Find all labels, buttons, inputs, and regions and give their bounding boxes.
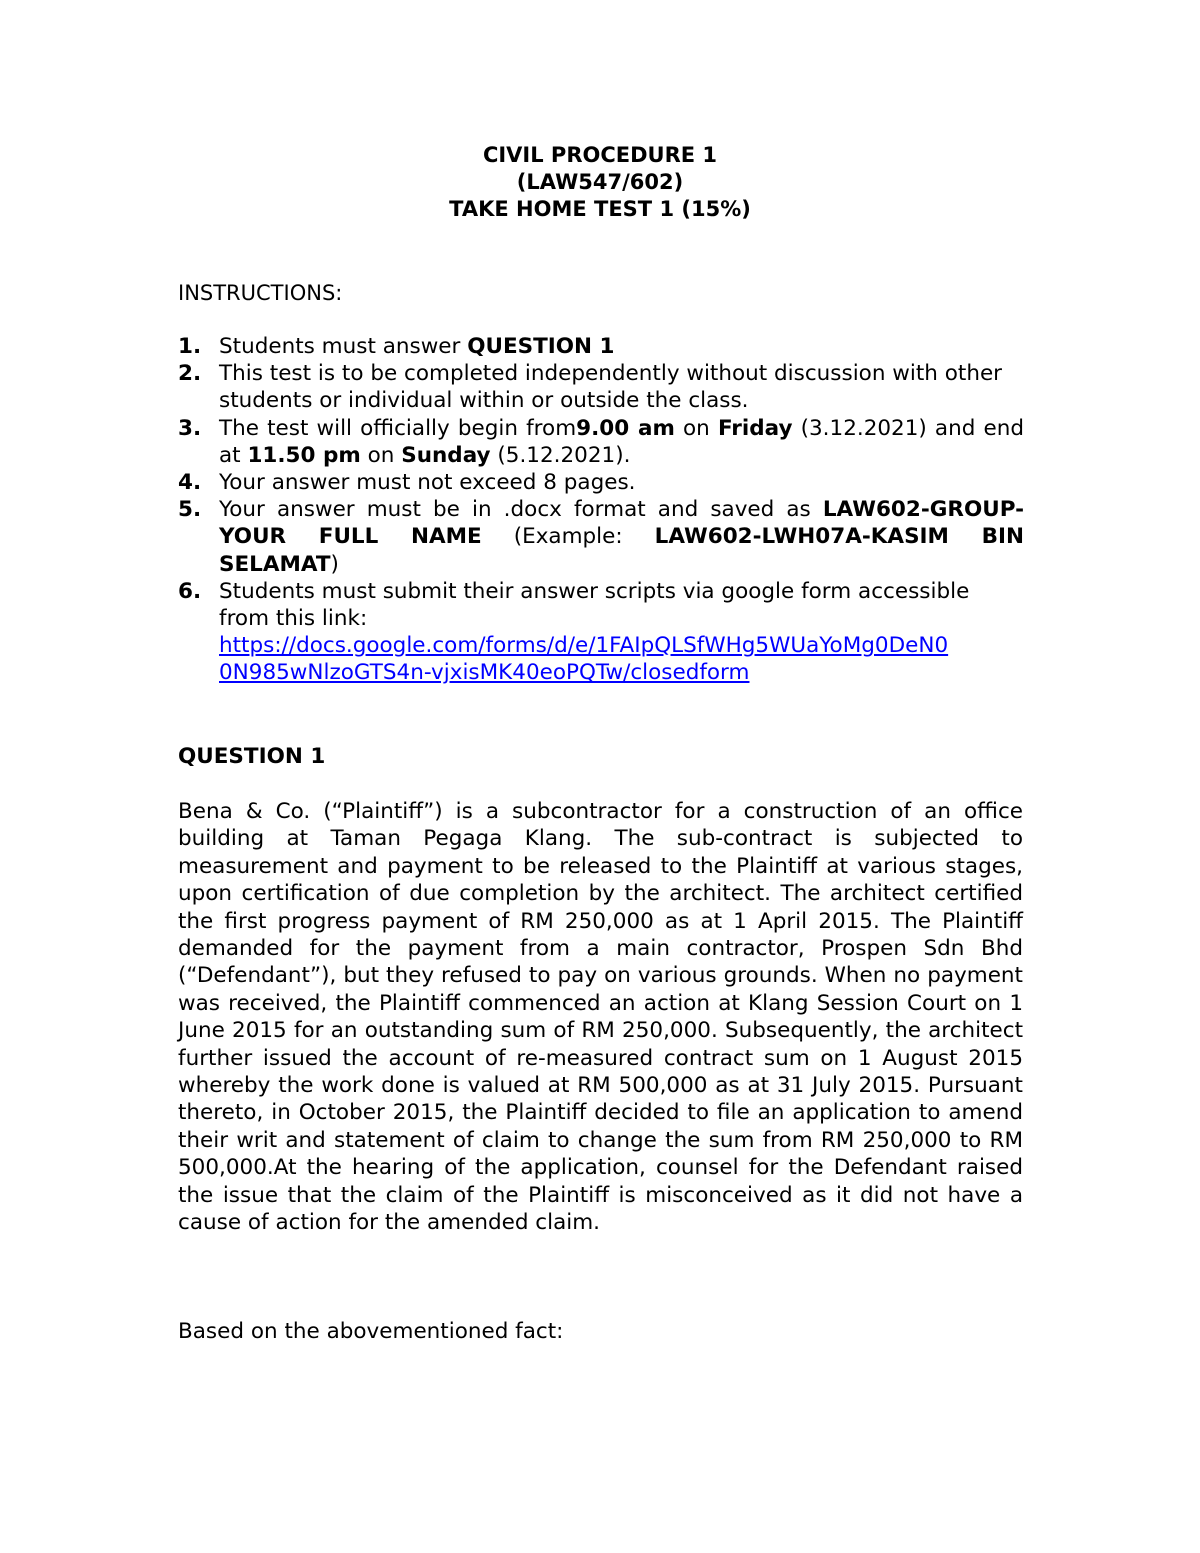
instructions-label: INSTRUCTIONS: — [178, 281, 343, 305]
document-header — [0, 142, 1200, 223]
instruction-item-4: 4. Your answer must not exceed 8 pages. — [178, 470, 636, 496]
test-title: TAKE HOME TEST 1 (15%) — [449, 197, 751, 221]
item-number: 3. — [178, 415, 202, 441]
item-number: 4. — [178, 470, 202, 496]
instruction-item-1: 1. Students must answer QUESTION 1 — [178, 334, 615, 359]
google-form-link[interactable]: https://docs.google.com/forms/d/e/1FAIpQLSfWHg5WUaYoMg0DeN0 0N985wNlzoGTS4n-vjxisMK40eoPQTw/closedform — [219, 633, 949, 686]
instruction-item-5: 5. Your answer must be in .docx format and saved as LAW602-GROUP-YOUR FULL NAME (Example: LAW602-LWH07A-KASIM BIN SELAMAT) — [178, 497, 1024, 577]
item-number: 1. — [178, 334, 202, 359]
instruction-item-2: 2. This test is to be completed independently without discussion with other students or individual within or outside the class. — [178, 361, 1003, 414]
question-body: Bena & Co. (“Plaintiff”) is a subcontractor for a construction of an office building at Taman Pegaga Klang. The sub-contract is subjected to measurement and payment to be released to the Plaintiff at various stages, upon certification of due completion by the architect. The architect certified the first progress payment of RM 250,000 as at 1 April 2015. The Plaintiff demanded for the payment from a main contractor, Prospen Sdn Bhd (“Defendant”), but they refused to pay on various grounds. When no payment was received, the Plaintiff commenced an action at Klang Session Court on 1 June 2015 for an outstanding sum of RM 250,000. Subsequently, the architect further issued the account of re-measured contract sum on 1 August 2015 whereby the work done is valued at RM 500,000 as at 31 July 2015. Pursuant thereto, in October 2015, the Plaintiff decided to file an application to amend their writ and statement of claim to change the sum from RM 250,000 to RM 500,000.At the hearing of the application, counsel for the Defendant raised the issue that the claim of the Plaintiff is misconceived as it did not have a cause of action for the amended claim. — [178, 799, 1023, 1236]
item-number: 2. — [178, 361, 202, 387]
question-title: QUESTION 1 — [178, 744, 326, 769]
course-code: (LAW547/602) — [516, 170, 684, 194]
course-title: CIVIL PROCEDURE 1 — [482, 143, 718, 167]
instruction-item-3: 3. The test will officially begin from9.00 am on Friday (3.12.2021) and end at 11.50 pm on Sunday (5.12.2021). — [178, 415, 1025, 468]
question-footer: Based on the abovementioned fact: — [178, 1319, 564, 1344]
item-number: 6. — [178, 578, 202, 604]
instructions-list — [178, 333, 1024, 687]
instruction-item-6: 6. Students must submit their answer scripts via google form accessible from this link: https://docs.google.com/forms/d/e/1FAIpQLSfWHg5WUaYoMg0DeN0 0N985wNlzoGTS4n-vjxisMK40eoPQTw/closedform — [178, 578, 970, 686]
item-number: 5. — [178, 497, 202, 523]
